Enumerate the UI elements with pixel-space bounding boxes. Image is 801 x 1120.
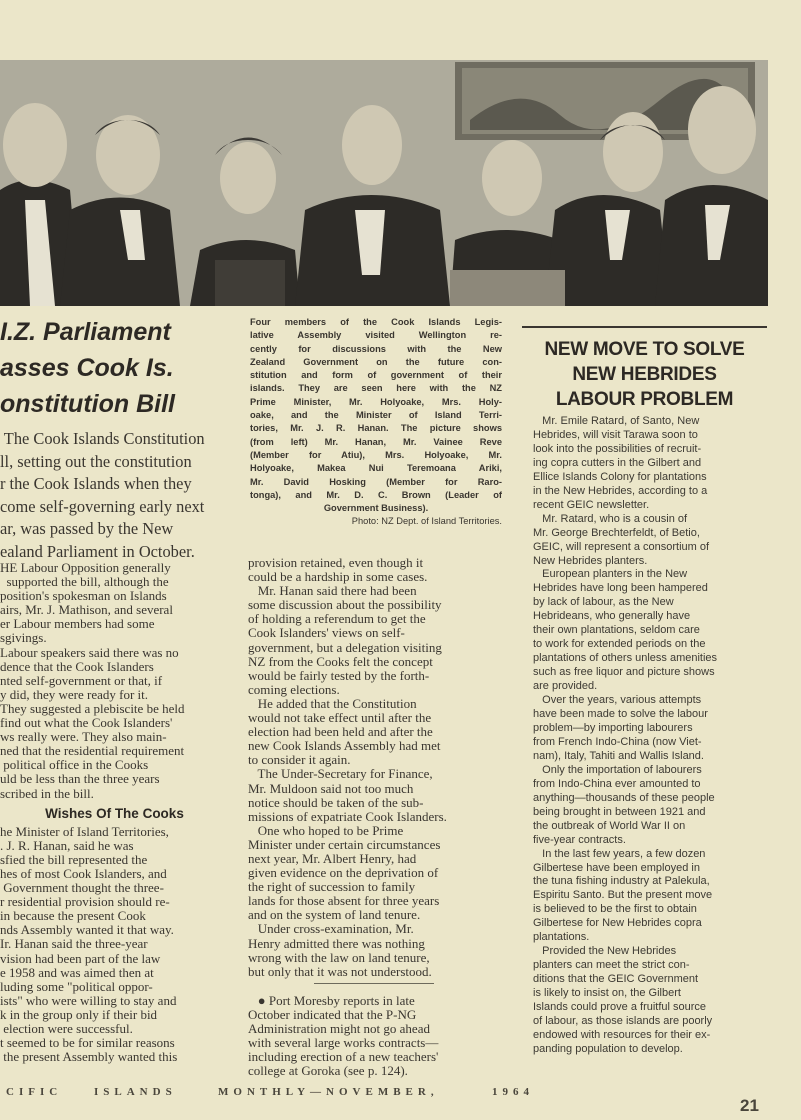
headline-line: NEW HEBRIDES: [572, 364, 717, 385]
text-line: r the Cook Islands when they: [0, 474, 192, 493]
article-column-middle: [248, 556, 499, 1078]
footer-monthly: MONTHLY—NOVEMBER,: [218, 1086, 439, 1098]
text-line: Four members of the Cook Islands Legis-: [250, 317, 502, 327]
text-line: HE Labour Opposition generally: [0, 560, 171, 575]
text-line: panding population to develop.: [533, 1042, 683, 1055]
text-line: Ellice Islands Colony for plantations: [533, 470, 707, 483]
text-line: Mr. George Brechterfeldt, of Betio,: [533, 526, 700, 539]
text-line: being brought in between 1921 and: [533, 805, 706, 818]
text-line: The Cook Islands Constitution: [0, 429, 205, 448]
headline-line: I.Z. Parliament: [0, 318, 171, 346]
text-line: Administration might not go ahead: [248, 1021, 430, 1036]
headline-line: NEW MOVE TO SOLVE: [544, 339, 745, 360]
text-line: dence that the Cook Islanders: [0, 658, 154, 674]
labour-article-body: [533, 415, 757, 1057]
text-line: in the New Hebrides, according to a: [533, 484, 708, 497]
headline-line: onstitution Bill: [0, 390, 175, 418]
text-line: tories, Mr. J. R. Hanan. The picture shows: [250, 423, 502, 434]
article-column-left: [0, 561, 229, 1064]
text-line: scribed in the bill.: [0, 785, 94, 801]
text-line: Only the importation of labourers: [533, 763, 702, 776]
text-line: luding some "political oppor-: [0, 978, 153, 994]
text-line: Espiritu Santo. But the present move: [533, 889, 713, 902]
text-line: t seemed to be for similar reasons: [0, 1035, 175, 1051]
text-line: New Hebrides planters.: [533, 554, 648, 567]
text-line: government, but a delegation visiting: [248, 639, 442, 655]
text-line: islands. They are seen here with the NZ: [250, 383, 502, 394]
text-line: ists" who were willing to stay and: [0, 992, 177, 1008]
text-line: European planters in the New: [533, 568, 688, 581]
text-line: Hebrides have long been hampered: [533, 582, 708, 595]
text-line: new Cook Islands Assembly had met: [248, 738, 441, 754]
text-line: airs, Mr. J. Mathison, and several: [0, 602, 173, 618]
text-line: He added that the Constitution: [248, 695, 417, 711]
text-line: have been made to solve the labour: [533, 708, 708, 721]
text-line: wrong with the law on land tenure,: [248, 949, 430, 965]
text-line: er Labour members had some: [0, 616, 155, 632]
text-line: . J. R. Hanan, said he was: [0, 837, 134, 853]
text-line: such as free liquor and picture shows: [533, 666, 715, 679]
text-line: y did, they were ready for it.: [0, 686, 149, 702]
text-line: the outbreak of World War II on: [533, 819, 686, 832]
text-line: college at Goroka (see p. 124).: [248, 1063, 408, 1079]
text-line: plantations of others unless amenities: [533, 652, 718, 665]
text-line: their own plantations, seldom care: [533, 624, 700, 637]
text-line: oake, and the Minister of Island Terri-: [250, 410, 502, 421]
text-line: to consider it again.: [248, 752, 351, 768]
text-line: e 1958 and was aimed then at: [0, 964, 154, 980]
text-line: Gilbertese have been employed in: [533, 861, 700, 874]
text-line: of labour, as those islands are poorly: [533, 1014, 713, 1027]
text-line: Prime Minister, Mr. Holyoake, Mrs. Holy-: [250, 396, 502, 407]
text-line: anything—thousands of these people: [533, 791, 715, 804]
text-line: lative Assembly visited Wellington re-: [250, 330, 502, 341]
footer-year: 1964: [492, 1086, 534, 1098]
text-line: planters can meet the strict con-: [533, 959, 690, 972]
text-line: Government thought the three-: [0, 880, 164, 896]
text-line: ditions that the GEIC Government: [533, 973, 699, 986]
text-line: coming elections.: [248, 681, 340, 697]
text-line: the right of succession to family: [248, 879, 416, 895]
text-line: Minister under certain circumstances: [248, 836, 441, 852]
text-line: is believed to be the first to obtain: [533, 903, 697, 916]
text-line: he Minister of Island Territories,: [0, 823, 169, 839]
text-line: recent GEIC newsletter.: [533, 498, 650, 511]
text-line: find out what the Cook Islanders': [0, 715, 173, 731]
text-line: Mr. Emile Ratard, of Santo, New: [533, 415, 700, 427]
text-line: In the last few years, a few dozen: [533, 847, 706, 860]
text-line: nam), Italy, Tahiti and Wallis Island.: [533, 749, 704, 762]
photo-credit: Photo: NZ Dept. of Island Territories.: [351, 516, 502, 527]
text-line: The Under-Secretary for Finance,: [248, 766, 433, 782]
text-line: supported the bill, although the: [0, 574, 169, 590]
text-line: ing copra cutters in the Gilbert and: [533, 456, 702, 469]
text-line: given evidence on the deprivation of: [248, 865, 439, 881]
text-line: with several large works contracts—: [248, 1035, 439, 1051]
text-line: from Indo-China ever amounted to: [533, 777, 701, 790]
text-line: could be a hardship in some cases.: [248, 569, 428, 585]
text-line: October indicated that the P-NG: [248, 1006, 417, 1022]
text-line: Mr. Hanan said there had been: [248, 583, 417, 599]
text-line: ned that the residential requirement: [0, 743, 185, 759]
text-line: would be fairly tested by the forth-: [248, 667, 430, 683]
text-line: Mr. Ratard, who is a cousin of: [533, 512, 688, 525]
subheading: Wishes Of The Cooks: [45, 805, 184, 821]
text-line: (from left) Mr. Hanan, Mr. Vainee Reve: [250, 436, 502, 447]
text-line: the tuna fishing industry at Palekula,: [533, 875, 710, 888]
text-line: ealand Parliament in October.: [0, 541, 195, 561]
text-line: provision retained, even though it: [248, 555, 424, 570]
text-line: ● Port Moresby reports in late: [248, 992, 415, 1008]
group-photo: [0, 60, 768, 306]
text-line: Holyoake, Makea Nui Teremoana Ariki,: [250, 463, 502, 474]
text-line: position's spokesman on Islands: [0, 588, 167, 604]
text-line: Over the years, various attempts: [533, 694, 702, 707]
text-line: Labour speakers said there was no: [0, 644, 179, 660]
text-line: next year, Mr. Albert Henry, had: [248, 850, 417, 866]
text-line: (Member for Atiu), Mrs. Holyoake, Mr.: [250, 449, 502, 460]
text-line: GEIC, will represent a consortium of: [533, 540, 710, 553]
text-line: Mr. David Hosking (Member for Raro-: [250, 476, 502, 487]
text-line: in because the present Cook: [0, 908, 146, 924]
section-divider: [314, 983, 434, 984]
text-line: Henry admitted there was nothing: [248, 935, 425, 951]
text-line: Hebrides, will visit Tarawa soon to: [533, 428, 698, 441]
text-line: Ir. Hanan said the three-year: [0, 936, 148, 952]
text-line: cently for discussions with the New: [250, 343, 502, 354]
page-footer: [0, 1082, 801, 1120]
text-line: nted self-government or that, if: [0, 672, 163, 688]
text-line: look into the possibilities of recruit-: [533, 442, 702, 455]
text-line: including erection of a new teachers': [248, 1049, 439, 1065]
text-line: Islands could prove a fruitful source: [533, 1001, 707, 1014]
text-line: is likely to insist on, the Gilbert: [533, 987, 681, 1000]
text-line: lands for those absent for three years: [248, 893, 440, 909]
text-line: Provided the New Hebrides: [533, 945, 677, 958]
text-line: k in the group only if their bid: [0, 1006, 158, 1022]
text-line: election had been held and after the: [248, 724, 433, 740]
text-line: election were successful.: [0, 1021, 133, 1036]
text-line: sfied the bill represented the: [0, 851, 148, 867]
text-line: Hebrideans, who generally have: [533, 610, 691, 623]
text-line: Zealand Government on the future con-: [250, 356, 502, 367]
labour-headline: [522, 337, 767, 412]
text-line: tonga), and Mr. D. C. Brown (Leader of: [250, 489, 502, 500]
text-line: and on the system of land tenure.: [248, 907, 421, 923]
text-line: to work for extended periods on the: [533, 638, 706, 651]
text-line: but only that it was not understood.: [248, 963, 432, 979]
text-line: ar, was passed by the New: [0, 519, 174, 538]
text-line: five-year contracts.: [533, 833, 626, 846]
caption-last-line: Government Business).: [323, 503, 429, 514]
text-line: ll, setting out the constitution: [0, 451, 192, 471]
text-line: political office in the Cooks: [0, 757, 149, 773]
footer-islands: ISLANDS: [94, 1086, 177, 1098]
text-line: the present Assembly wanted this: [0, 1049, 178, 1065]
text-line: hes of most Cook Islanders, and: [0, 865, 167, 881]
text-line: would not take effect until after the: [248, 710, 432, 726]
text-line: by lack of labour, as the New: [533, 596, 674, 609]
text-line: Cook Islanders' views on self-: [248, 625, 405, 641]
headline-line: LABOUR PROBLEM: [555, 389, 734, 410]
text-line: Gilbertese for New Hebrides copra: [533, 917, 702, 930]
text-line: from French Indo-China (now Viet-: [533, 735, 702, 748]
text-line: Under cross-examination, Mr.: [248, 921, 414, 937]
text-line: vision had been part of the law: [0, 950, 161, 966]
text-line: sgivings.: [0, 630, 47, 646]
text-line: Mr. Muldoon said not too much: [248, 780, 414, 796]
text-line: They suggested a plebiscite be held: [0, 700, 185, 716]
text-line: NZ from the Cooks felt the concept: [248, 653, 433, 669]
footer-pacific: CIFIC: [6, 1086, 63, 1098]
text-line: endowed with resources for their ex-: [533, 1028, 711, 1041]
text-line: nds Assembly wanted it that way.: [0, 922, 174, 938]
text-line: missions of expatriate Cook Islanders.: [248, 808, 447, 824]
photo-caption: [250, 316, 502, 529]
text-line: uld be less than the three years: [0, 771, 160, 787]
headline-line: asses Cook Is.: [0, 354, 174, 382]
text-line: r residential provision should re-: [0, 894, 170, 910]
text-line: come self-governing early next: [0, 496, 205, 516]
page-number: 21: [740, 1096, 759, 1115]
article-intro: [0, 428, 234, 563]
text-line: problem—by importing labourers: [533, 721, 693, 734]
article-rule: [522, 326, 767, 328]
text-line: plantations.: [533, 931, 590, 944]
text-line: notice should be taken of the sub-: [248, 794, 424, 810]
article-headline: [0, 314, 232, 422]
text-line: One who hoped to be Prime: [248, 822, 404, 838]
text-line: ws really were. They also main-: [0, 729, 167, 745]
text-line: are provided.: [533, 680, 598, 693]
text-line: some discussion about the possibility: [248, 597, 442, 613]
text-line: of holding a referendum to get the: [248, 611, 426, 627]
text-line: stitution and form of government of their: [250, 370, 502, 381]
